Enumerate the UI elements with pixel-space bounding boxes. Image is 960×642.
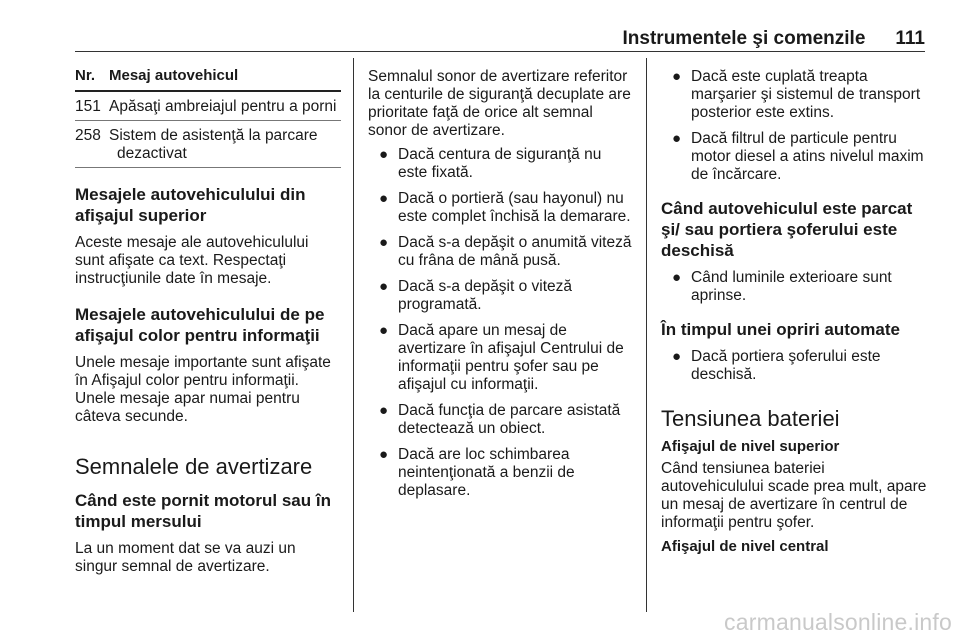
list-item bbox=[368, 234, 634, 270]
list-item bbox=[368, 278, 634, 314]
list-item-text: Dacă s-a depăşit o viteză programată. bbox=[398, 278, 573, 313]
list-item-text: Dacă apare un mesaj de avertizare în afişajul Centrului de informaţii pentru şofer sau pe afişajul cu informaţii. bbox=[398, 322, 624, 393]
list-item bbox=[368, 190, 634, 226]
row-number: 151 bbox=[75, 98, 101, 115]
list-item bbox=[661, 68, 927, 122]
heading-battery-voltage: Tensiunea bateriei bbox=[661, 406, 840, 431]
list-item-text: Dacă are loc schimbarea neintenţionată a benzii de deplasare. bbox=[398, 446, 575, 499]
list-item bbox=[368, 446, 634, 500]
column-divider-2 bbox=[646, 58, 647, 612]
parked-conditions-list bbox=[661, 269, 927, 305]
paragraph-upper-display: Aceste mesaje ale autovehiculului sunt afişate ca text. Respectaţi instrucţiunile date în mesaje. bbox=[75, 234, 309, 287]
row-number: 258 bbox=[75, 127, 101, 144]
list-item-text: Dacă centura de siguranţă nu este fixată. bbox=[398, 146, 602, 181]
column-1 bbox=[75, 58, 341, 582]
paragraph-color-display: Unele mesaje importante sunt afişate în Afişajul color pentru informaţii. Unele mesaje apar numai pentru câteva secunde. bbox=[75, 354, 331, 425]
warning-conditions-list bbox=[368, 146, 634, 500]
page-number: 111 bbox=[895, 28, 925, 49]
list-item-text: Dacă o portieră (sau hayonul) nu este complet închisă la demarare. bbox=[398, 190, 631, 225]
list-item bbox=[661, 269, 927, 305]
column-3 bbox=[661, 58, 927, 560]
watermark: carmanualsonline.info bbox=[724, 609, 952, 635]
message-table-header bbox=[75, 58, 341, 92]
bullet-icon: ● bbox=[379, 446, 389, 463]
row-message: Apăsaţi ambreiajul pentru a porni bbox=[109, 98, 337, 115]
header-rule bbox=[75, 51, 925, 52]
row-message: Sistem de asistenţă la parcare dezactivat bbox=[109, 127, 318, 162]
heading-engine-running: Când este pornit motorul sau în timpul mersului bbox=[75, 491, 331, 531]
bullet-icon: ● bbox=[379, 402, 389, 419]
list-item bbox=[368, 402, 634, 438]
bullet-icon: ● bbox=[379, 190, 389, 207]
paragraph-seatbelt-priority: Semnalul sonor de avertizare referitor la centurile de siguranţă decuplate are prioritate faţă de orice alt semnal sonor de avertizare. bbox=[368, 68, 631, 139]
bullet-icon: ● bbox=[672, 130, 682, 147]
heading-parked-door-open: Când autovehiculul este parcat şi/ sau portiera şoferului este deschisă bbox=[661, 199, 913, 260]
list-item-text: Dacă funcţia de parcare asistată detectează un obiect. bbox=[398, 402, 621, 437]
bullet-icon: ● bbox=[379, 234, 389, 251]
bullet-icon: ● bbox=[379, 322, 389, 339]
table-row bbox=[75, 92, 341, 121]
list-item bbox=[368, 146, 634, 182]
paragraph-single-chime: La un moment dat se va auzi un singur semnal de avertizare. bbox=[75, 540, 296, 575]
heading-mid-level-display: Afişajul de nivel central bbox=[661, 538, 829, 555]
header-title-line bbox=[623, 28, 925, 50]
list-item-text: Când luminile exterioare sunt aprinse. bbox=[691, 269, 892, 304]
list-item bbox=[368, 322, 634, 394]
heading-upper-level-display: Afişajul de nivel superior bbox=[661, 438, 840, 455]
bullet-icon: ● bbox=[379, 278, 389, 295]
col-nr-header: Nr. bbox=[75, 67, 96, 84]
list-item bbox=[661, 348, 927, 384]
heading-autostop: În timpul unei opriri automate bbox=[661, 320, 900, 339]
list-item bbox=[661, 130, 927, 184]
autostop-conditions-list bbox=[661, 348, 927, 384]
bullet-icon: ● bbox=[672, 348, 682, 365]
heading-upper-display-messages: Mesajele autovehiculului din afişajul superior bbox=[75, 185, 306, 225]
heading-warning-chimes: Semnalele de avertizare bbox=[75, 454, 313, 479]
column-2 bbox=[368, 58, 634, 508]
bullet-icon: ● bbox=[379, 146, 389, 163]
list-item-text: Dacă portiera şoferului este deschisă. bbox=[691, 348, 881, 383]
col-msg-header: Mesaj autovehicul bbox=[109, 67, 239, 84]
list-item-text: Dacă s-a depăşit o anumită viteză cu frâna de mână pusă. bbox=[398, 234, 632, 269]
bullet-icon: ● bbox=[672, 269, 682, 286]
bullet-icon: ● bbox=[672, 68, 682, 85]
warning-conditions-list-cont bbox=[661, 68, 927, 184]
column-divider-1 bbox=[353, 58, 354, 612]
paragraph-battery-warning: Când tensiunea bateriei autovehiculului scade prea mult, apare un mesaj de avertizare în centrul de informaţii pentru şofer. bbox=[661, 460, 927, 531]
page-header bbox=[75, 0, 925, 52]
list-item-text: Dacă este cuplată treapta marşarier şi sistemul de transport posterior este extins. bbox=[691, 68, 921, 121]
list-item-text: Dacă filtrul de particule pentru motor diesel a atins nivelul maxim de încărcare. bbox=[691, 130, 924, 183]
section-title: Instrumentele şi comenzile bbox=[622, 28, 866, 49]
table-row bbox=[75, 121, 341, 168]
heading-color-display-messages: Mesajele autovehiculului de pe afişajul color pentru informaţii bbox=[75, 305, 325, 345]
